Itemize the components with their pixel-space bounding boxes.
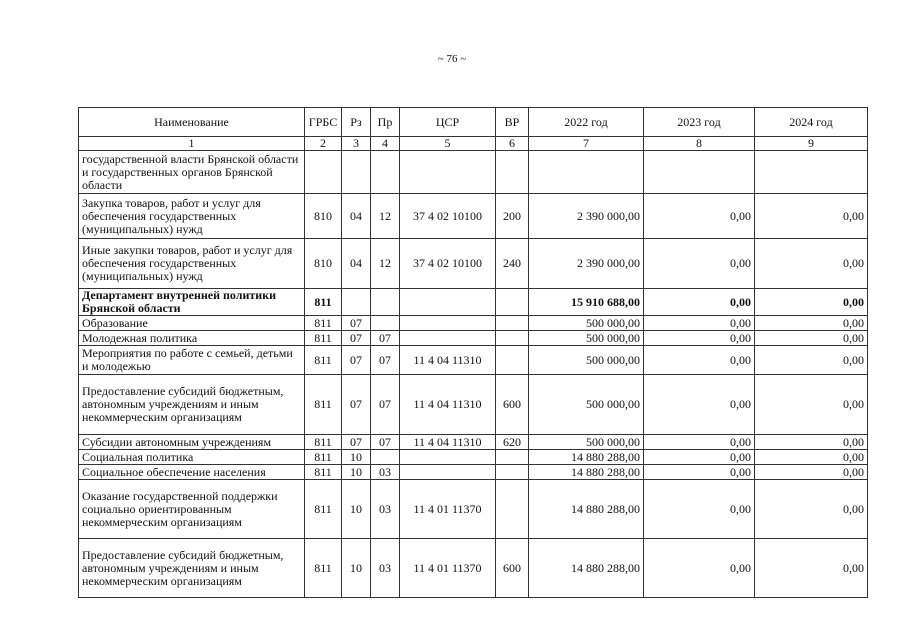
cell-2022: 500 000,00 [529,346,644,375]
cell-2022 [529,151,644,194]
cell-pr: 07 [371,375,400,435]
cell-vr [496,480,529,539]
cell-vr [496,346,529,375]
cell-grbs: 811 [305,539,342,598]
table-row [79,316,868,331]
table-row [79,239,868,289]
cell-pr: 03 [371,539,400,598]
cell-grbs: 811 [305,480,342,539]
cell-vr [496,450,529,465]
column-number: 4 [371,137,400,151]
cell-name: Социальная политика [79,450,305,465]
cell-pr: 07 [371,346,400,375]
table-row [79,346,868,375]
cell-2024: 0,00 [755,435,868,450]
cell-rz: 10 [342,465,371,480]
cell-2023: 0,00 [644,239,755,289]
cell-vr [496,465,529,480]
cell-2023: 0,00 [644,194,755,239]
cell-name: Закупка товаров, работ и услуг для обеспечения государственных (муниципальных) нужд [79,194,305,239]
cell-csr [400,151,496,194]
cell-pr [371,151,400,194]
cell-2023: 0,00 [644,450,755,465]
header-row [79,108,868,137]
cell-2023: 0,00 [644,289,755,316]
cell-2024: 0,00 [755,194,868,239]
column-number: 3 [342,137,371,151]
cell-2024: 0,00 [755,346,868,375]
cell-2024 [755,151,868,194]
header-pr: Пр [371,108,400,137]
table-row [79,465,868,480]
cell-2022: 500 000,00 [529,375,644,435]
cell-grbs: 811 [305,435,342,450]
cell-pr: 03 [371,465,400,480]
cell-vr: 200 [496,194,529,239]
cell-name: Иные закупки товаров, работ и услуг для обеспечения государственных (муниципальных) нужд [79,239,305,289]
cell-grbs: 811 [305,289,342,316]
budget-table [78,107,868,598]
cell-2024: 0,00 [755,480,868,539]
table-row [79,480,868,539]
cell-grbs [305,151,342,194]
cell-2022: 500 000,00 [529,331,644,346]
cell-pr: 07 [371,435,400,450]
cell-name: государственной власти Брянской области и государственных органов Брянской области [79,151,305,194]
cell-2024: 0,00 [755,239,868,289]
cell-2023: 0,00 [644,316,755,331]
header-2024: 2024 год [755,108,868,137]
cell-2023: 0,00 [644,346,755,375]
cell-name: Предоставление субсидий бюджетным, автономным учреждениям и иным некоммерческим организациям [79,375,305,435]
cell-csr: 11 4 04 11310 [400,375,496,435]
cell-csr [400,331,496,346]
cell-csr [400,465,496,480]
column-number: 7 [529,137,644,151]
column-number: 8 [644,137,755,151]
header-csr: ЦСР [400,108,496,137]
cell-name: Предоставление субсидий бюджетным, автономным учреждениям и иным некоммерческим организациям [79,539,305,598]
cell-2022: 500 000,00 [529,316,644,331]
cell-2023: 0,00 [644,539,755,598]
cell-pr: 03 [371,480,400,539]
cell-name: Департамент внутренней политики Брянской области [79,289,305,316]
column-number-row [79,137,868,151]
cell-rz: 10 [342,480,371,539]
cell-rz: 07 [342,346,371,375]
cell-2024: 0,00 [755,331,868,346]
cell-vr: 600 [496,539,529,598]
cell-name: Образование [79,316,305,331]
header-vr: ВР [496,108,529,137]
cell-vr: 600 [496,375,529,435]
cell-2022: 14 880 288,00 [529,539,644,598]
cell-2024: 0,00 [755,375,868,435]
cell-rz: 07 [342,316,371,331]
page-number: ~ 76 ~ [437,53,467,65]
cell-pr: 12 [371,194,400,239]
cell-grbs: 811 [305,465,342,480]
column-number: 6 [496,137,529,151]
header-2023: 2023 год [644,108,755,137]
table-row [79,289,868,316]
cell-vr: 240 [496,239,529,289]
cell-csr: 37 4 02 10100 [400,194,496,239]
cell-pr [371,289,400,316]
cell-vr: 620 [496,435,529,450]
cell-2022: 2 390 000,00 [529,239,644,289]
column-number: 9 [755,137,868,151]
header-name: Наименование [79,108,305,137]
cell-2023: 0,00 [644,480,755,539]
cell-2022: 500 000,00 [529,435,644,450]
cell-name: Молодежная политика [79,331,305,346]
cell-2023: 0,00 [644,331,755,346]
cell-2023: 0,00 [644,375,755,435]
cell-csr [400,316,496,331]
header-grbs: ГРБС [305,108,342,137]
cell-pr: 07 [371,331,400,346]
cell-csr [400,289,496,316]
table-row [79,435,868,450]
cell-2023 [644,151,755,194]
column-number: 2 [305,137,342,151]
cell-rz: 07 [342,331,371,346]
cell-grbs: 811 [305,375,342,435]
cell-vr [496,316,529,331]
cell-rz: 07 [342,375,371,435]
cell-grbs: 811 [305,450,342,465]
cell-2023: 0,00 [644,465,755,480]
cell-rz: 10 [342,539,371,598]
cell-2023: 0,00 [644,435,755,450]
cell-grbs: 811 [305,346,342,375]
table-row [79,450,868,465]
cell-csr: 11 4 04 11310 [400,346,496,375]
cell-2022: 14 880 288,00 [529,465,644,480]
cell-2022: 15 910 688,00 [529,289,644,316]
cell-csr: 11 4 04 11310 [400,435,496,450]
cell-2022: 14 880 288,00 [529,450,644,465]
cell-vr [496,151,529,194]
table-row [79,539,868,598]
cell-rz: 04 [342,194,371,239]
cell-vr [496,289,529,316]
cell-name: Субсидии автономным учреждениям [79,435,305,450]
column-number: 1 [79,137,305,151]
cell-rz [342,289,371,316]
cell-pr [371,316,400,331]
cell-rz: 10 [342,450,371,465]
cell-pr [371,450,400,465]
cell-grbs: 811 [305,316,342,331]
cell-name: Оказание государственной поддержки социально ориентированным некоммерческим организациям [79,480,305,539]
cell-2022: 14 880 288,00 [529,480,644,539]
table-row [79,375,868,435]
cell-csr: 11 4 01 11370 [400,480,496,539]
header-2022: 2022 год [529,108,644,137]
cell-csr: 37 4 02 10100 [400,239,496,289]
cell-grbs: 811 [305,331,342,346]
cell-grbs: 810 [305,194,342,239]
cell-2024: 0,00 [755,316,868,331]
header-rz: Рз [342,108,371,137]
cell-rz: 07 [342,435,371,450]
cell-rz: 04 [342,239,371,289]
cell-grbs: 810 [305,239,342,289]
cell-pr: 12 [371,239,400,289]
cell-csr: 11 4 01 11370 [400,539,496,598]
column-number: 5 [400,137,496,151]
cell-name: Социальное обеспечение населения [79,465,305,480]
cell-rz [342,151,371,194]
cell-2024: 0,00 [755,289,868,316]
cell-name: Мероприятия по работе с семьей, детьми и молодежью [79,346,305,375]
cell-2024: 0,00 [755,465,868,480]
table-row [79,331,868,346]
table-row [79,194,868,239]
table-body [79,151,868,598]
cell-2024: 0,00 [755,450,868,465]
cell-csr [400,450,496,465]
cell-2022: 2 390 000,00 [529,194,644,239]
cell-vr [496,331,529,346]
table-row [79,151,868,194]
cell-2024: 0,00 [755,539,868,598]
